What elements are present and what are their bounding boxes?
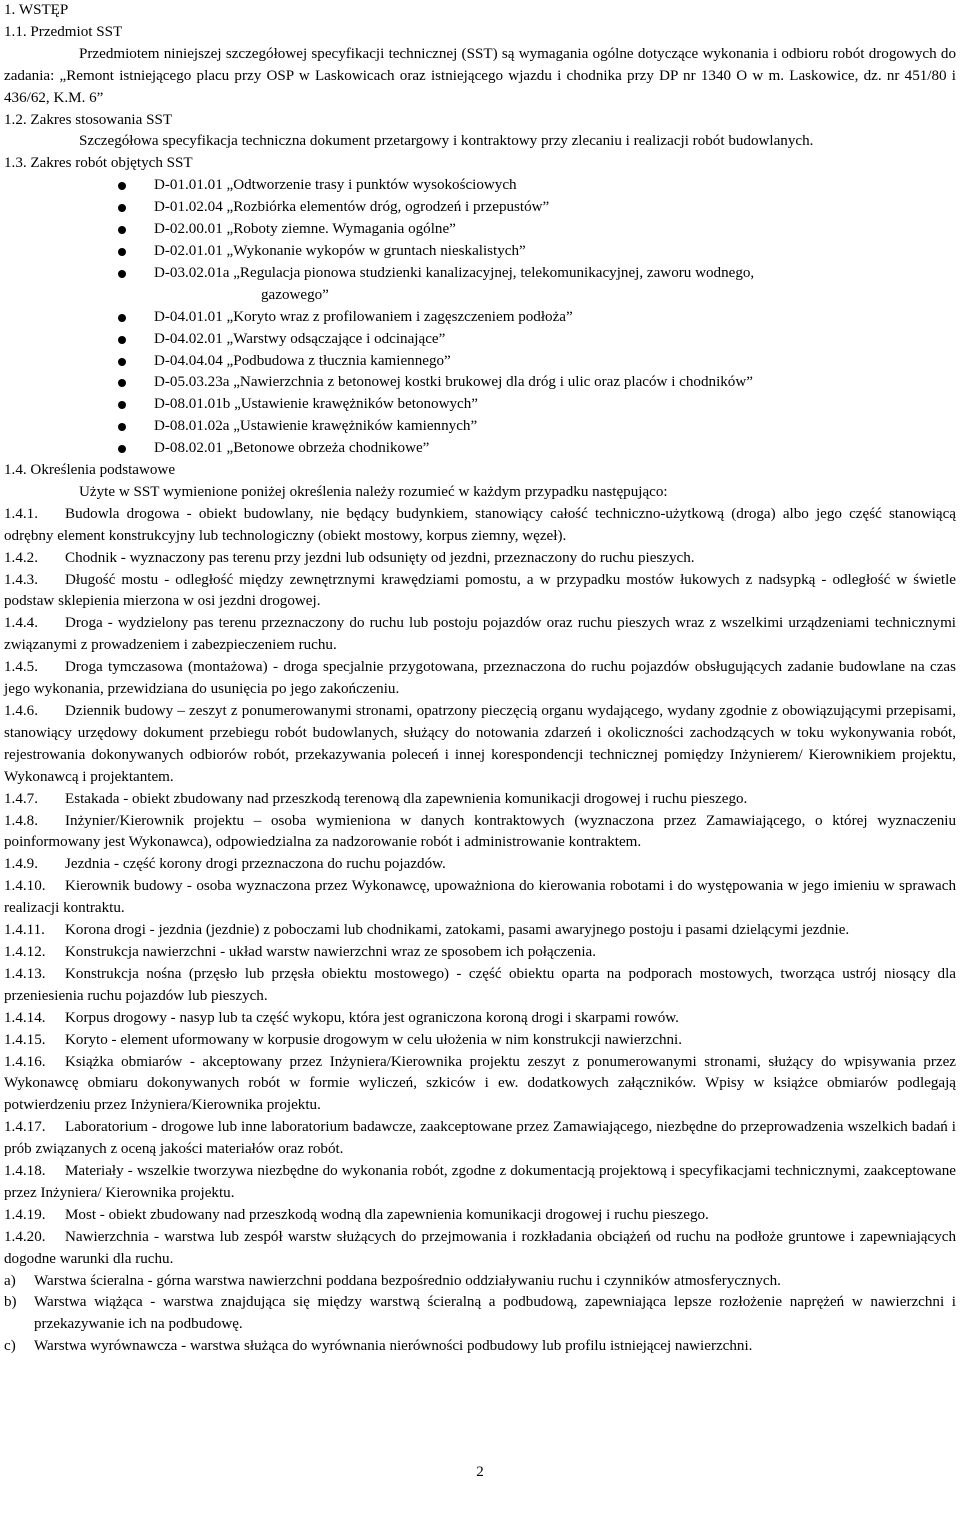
- definition-item: 1.4.2. Chodnik - wyznaczony pas terenu przy jezdni lub odsunięty od jezdni, przeznaczony do ruchu pieszych.: [4, 549, 695, 566]
- definition-item: 1.4.8. Inżynier/Kierownik projektu – osoba wymieniona w danych kontraktowych (wyznaczona przez Zamawiającego, o której wyznaczeniu poinformowany jest Wykonawca), odpowiedzialna za nadzorowanie robót i administrowanie kontraktem.: [4, 812, 956, 851]
- layer-item: a) Warstwa ścieralna - górna warstwa nawierzchni poddana bezpośrednio oddziaływaniu ruchu i czynników atmosferycznych.: [4, 1272, 781, 1289]
- definition-item: 1.4.18. Materiały - wszelkie tworzywa niezbędne do wykonania robót, zgodne z dokumentacją projektową i specyfikacjami technicznymi, zaakceptowane przez Inżyniera/ Kierownika projektu.: [4, 1163, 956, 1201]
- definition-item: 1.4.6. Dziennik budowy – zeszyt z ponumerowanymi stronami, opatrzony pieczęcią organu wydającego, wydany zgodnie z obowiązującymi przepisami, stanowiący urzędowy dokument przebiegu robót budowlanych, służący do notowania zdarzeń i okoliczności zachodzących w toku wykonywania robót, rejestrowania dokonywanych odbiorów robót, przekazywania poleceń i innej korespondencji technicznej pomiędzy Inżynierem/ Kierownikiem projektu, Wykonawcą i projektantem.: [4, 703, 956, 785]
- scope-item: D-04.02.01 „Warstwy odsączające i odcinające”: [4, 329, 956, 351]
- definition-item: 1.4.12. Konstrukcja nawierzchni - układ warstw nawierzchni wraz ze sposobem ich połączenia.: [4, 943, 597, 960]
- definition-item: 1.4.7. Estakada - obiekt zbudowany nad przeszkodą terenową dla zapewnienia komunikacji drogowej i ruchu pieszego.: [4, 790, 748, 807]
- definition-item: 1.4.15. Koryto - element uformowany w korpusie drogowym w celu ułożenia w nim konstrukcji nawierzchni.: [4, 1031, 683, 1048]
- paragraph-1-4: Użyte w SST wymienione poniżej określenia należy rozumieć w każdym przypadku następująco:: [79, 483, 668, 500]
- scope-item: D-08.02.01 „Betonowe obrzeża chodnikowe”: [4, 438, 956, 460]
- document-page: [4, 0, 956, 1358]
- definition-item: 1.4.3. Długość mostu - odległość między zewnętrznymi krawędziami pomostu, a w przypadku mostów łukowych z nadsypką - odległość w świetle podstaw sklepienia mierzona w osi jezdni drogowej.: [4, 571, 956, 610]
- definition-item: 1.4.16. Książka obmiarów - akceptowany przez Inżyniera/Kierownika projektu zeszyt z ponumerowanymi stronami, służący do wpisywania przez Wykonawcę obmiaru dokonywanych robót w formie wyliczeń, szkiców i ew. dodatkowych załączników. Wpisy w książce obmiarów podlegają potwierdzeniu przez Inżyniera/Kierownika projektu.: [4, 1053, 956, 1114]
- layer-item: c) Warstwa wyrównawcza - warstwa służąca do wyrównania nierówności podbudowy lub profilu istniejącej nawierzchni.: [4, 1338, 753, 1355]
- heading-1-2: 1.2. Zakres stosowania SST: [4, 111, 173, 128]
- scope-item: D-04.01.01 „Koryto wraz z profilowaniem i zagęszczeniem podłoża”: [4, 307, 956, 329]
- definition-item: 1.4.19. Most - obiekt zbudowany nad przeszkodą wodną dla zapewnienia komunikacji drogowej i ruchu pieszego.: [4, 1206, 709, 1223]
- heading-1-4: 1.4. Określenia podstawowe: [4, 462, 176, 479]
- scope-item: D-01.01.01 „Odtworzenie trasy i punktów wysokościowych: [4, 175, 956, 197]
- definition-item: 1.4.11. Korona drogi - jezdnia (jezdnie) z poboczami lub chodnikami, zatokami, pasami awaryjnego postoju i pasami dzielącymi jezdnie.: [4, 922, 850, 939]
- heading-1: 1. WSTĘP: [4, 2, 69, 18]
- heading-1-3: 1.3. Zakres robót objętych SST: [4, 155, 193, 172]
- page-number: 2: [476, 1464, 484, 1480]
- definition-item: 1.4.10. Kierownik budowy - osoba wyznaczona przez Wykonawcę, upoważniona do kierowania robotami i do występowania w jego imieniu w sprawach realizacji kontraktu.: [4, 878, 956, 917]
- definition-item: 1.4.20. Nawierzchnia - warstwa lub zespół warstw służących do przejmowania i rozkładania obciążeń od ruchu na podłoże gruntowe i zapewniających dogodne warunki dla ruchu.: [4, 1228, 956, 1267]
- layers-list: [4, 1271, 956, 1359]
- scope-item: D-08.01.02a „Ustawienie krawężników kamiennych”: [4, 416, 956, 438]
- definition-item: 1.4.9. Jezdnia - część korony drogi przeznaczona do ruchu pojazdów.: [4, 856, 446, 873]
- scope-item: D-04.04.04 „Podbudowa z tłucznia kamiennego”: [4, 351, 956, 373]
- definition-item: 1.4.5. Droga tymczasowa (montażowa) - droga specjalnie przygotowana, przeznaczona do ruchu pojazdów obsługujących zadanie budowlane na czas jego wykonania, przewidziana do usunięcia po jego zakończeniu.: [4, 659, 956, 698]
- scope-item: D-01.02.04 „Rozbiórka elementów dróg, ogrodzeń i przepustów”: [4, 197, 956, 219]
- scope-item: D-02.01.01 „Wykonanie wykopów w gruntach nieskalistych”: [4, 241, 956, 263]
- heading-1-1: 1.1. Przedmiot SST: [4, 23, 123, 40]
- definition-item: 1.4.1. Budowla drogowa - obiekt budowlany, nie będący budynkiem, stanowiący całość techniczno-użytkową (droga) albo jego część stanowiącą odrębny element konstrukcyjny lub technologiczny (obiekt mostowy, korpus ziemny, węzeł).: [4, 505, 956, 544]
- scope-item: D-03.02.01a „Regulacja pionowa studzienki kanalizacyjnej, telekomunikacyjnej, zaworu wodnego, gazowego”: [4, 263, 956, 307]
- scope-item: D-05.03.23a „Nawierzchnia z betonowej kostki brukowej dla dróg i ulic oraz placów i chodników”: [4, 372, 956, 394]
- definition-item: 1.4.17. Laboratorium - drogowe lub inne laboratorium badawcze, zaakceptowane przez Zamawiającego, niezbędne do przeprowadzenia wszelkich badań i prób związanych z oceną jakości materiałów oraz robót.: [4, 1119, 956, 1158]
- scope-item: D-02.00.01 „Roboty ziemne. Wymagania ogólne”: [4, 219, 956, 241]
- definitions-list: [4, 504, 956, 1271]
- paragraph-1-2: Szczegółowa specyfikacja techniczna dokument przetargowy i kontraktowy przy zlecaniu i realizacji robót budowlanych.: [79, 133, 814, 150]
- scope-list: [4, 175, 956, 460]
- layer-item: b) Warstwa wiążąca - warstwa znajdująca się między warstwą ścieralną a podbudową, zapewniająca lepsze rozłożenie naprężeń w nawierzchni i przekazywanie ich na podbudowę.: [4, 1294, 956, 1333]
- scope-item: D-08.01.01b „Ustawienie krawężników betonowych”: [4, 394, 956, 416]
- definition-item: 1.4.14. Korpus drogowy - nasyp lub ta część wykopu, która jest ograniczona koroną drogi i skarpami rowów.: [4, 1009, 679, 1026]
- definition-item: 1.4.4. Droga - wydzielony pas terenu przeznaczony do ruchu lub postoju pojazdów oraz ruchu pieszych wraz z wszelkimi urządzeniami technicznymi związanymi z prowadzeniem i zabezpieczeniem ruchu.: [4, 615, 956, 654]
- definition-item: 1.4.13. Konstrukcja nośna (przęsło lub przęsła obiektu mostowego) - część obiektu oparta na podporach mostowych, tworząca ustrój niosący dla przeniesienia ruchu pojazdów lub pieszych.: [4, 965, 956, 1004]
- paragraph-1-1: Przedmiotem niniejszej szczegółowej specyfikacji technicznej (SST) są wymagania ogólne dotyczące wykonania i odbioru robót drogowych do zadania: „Remont istniejącego placu przy OSP w Laskowicach oraz istniejącego wjazdu i chodnika przy DP nr 1340 O w m. Laskowice, dz. nr 451/80 i 436/62, K.M. 6”: [4, 45, 956, 106]
